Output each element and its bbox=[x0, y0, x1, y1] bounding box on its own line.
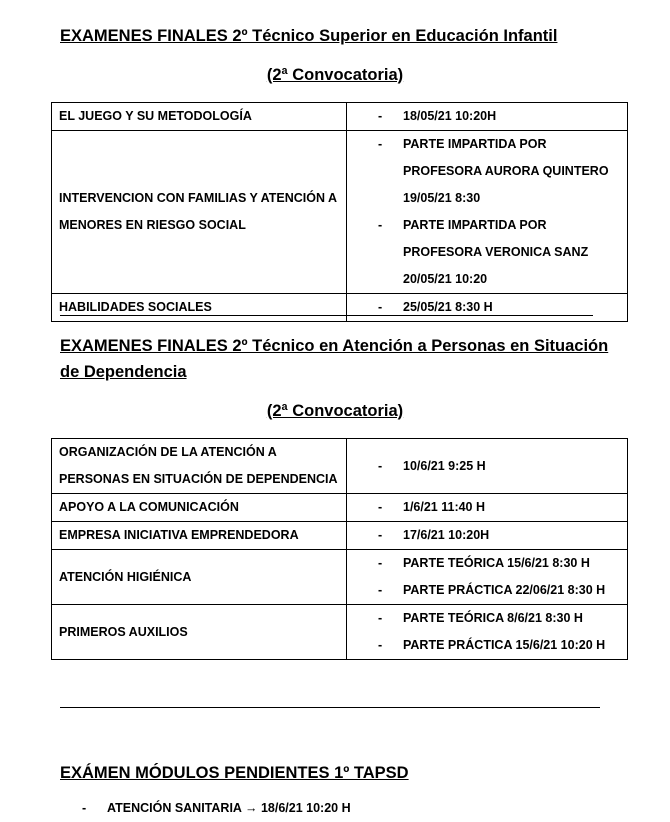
exam-date-entry: - 17/6/21 10:20H bbox=[347, 522, 627, 549]
pending-module-item bbox=[82, 798, 351, 818]
dash-bullet: - bbox=[378, 611, 383, 625]
exam-date-entry: - 10/6/21 9:25 H bbox=[347, 453, 627, 480]
table-row bbox=[52, 550, 628, 605]
dash-bullet: - bbox=[378, 556, 383, 570]
section1-subtitle: (2ª Convocatoria) bbox=[266, 66, 404, 84]
section1-table bbox=[51, 102, 628, 322]
exam-dates-cell bbox=[347, 103, 628, 131]
exam-date-entry: - PARTE PRÁCTICA 15/6/21 10:20 H bbox=[347, 632, 627, 659]
exam-date-entry: - 25/05/21 8:30 H bbox=[347, 294, 627, 321]
dash-bullet: - bbox=[378, 500, 383, 514]
exam-date-entry: - PARTE TEÓRICA 15/6/21 8:30 H bbox=[347, 550, 627, 577]
module-name: ORGANIZACIÓN DE LA ATENCIÓN A PERSONAS EN SITUACIÓN DE DEPENDENCIA bbox=[52, 439, 347, 494]
exam-dates-cell bbox=[347, 494, 628, 522]
dash-bullet: - bbox=[378, 109, 383, 123]
exam-dates-cell bbox=[347, 522, 628, 550]
section2-title: EXAMENES FINALES 2º Técnico en Atención a Personas en Situación de Dependencia bbox=[60, 337, 609, 381]
section2-table bbox=[51, 438, 628, 660]
module-name: APOYO A LA COMUNICACIÓN bbox=[52, 494, 347, 522]
exam-date-entry: - 1/6/21 11:40 H bbox=[347, 494, 627, 521]
table-row bbox=[52, 522, 628, 550]
module-name: HABILIDADES SOCIALES bbox=[52, 294, 347, 322]
exam-date-entry: - 18/05/21 10:20H bbox=[347, 103, 627, 130]
section1-title: EXAMENES FINALES 2º Técnico Superior en Educación Infantil bbox=[60, 27, 558, 45]
dash-bullet: - bbox=[378, 300, 383, 314]
module-name: ATENCIÓN HIGIÉNICA bbox=[52, 550, 347, 605]
dash-bullet: - bbox=[378, 638, 383, 652]
table-row bbox=[52, 439, 628, 494]
table-row bbox=[52, 294, 628, 322]
module-name: EL JUEGO Y SU METODOLOGÍA bbox=[52, 103, 347, 131]
exam-date-entry: - PARTE IMPARTIDA POR PROFESORA VERONICA SANZ 20/05/21 10:20 bbox=[347, 212, 627, 293]
module-name: INTERVENCION CON FAMILIAS Y ATENCIÓN A MENORES EN RIESGO SOCIAL bbox=[52, 131, 347, 294]
exam-date: 18/6/21 10:20 H bbox=[260, 801, 351, 815]
exam-date-entry: - PARTE IMPARTIDA POR PROFESORA AURORA QUINTERO 19/05/21 8:30 bbox=[347, 131, 627, 212]
exam-dates-cell bbox=[347, 439, 628, 494]
exam-dates-cell bbox=[347, 294, 628, 322]
table-row bbox=[52, 131, 628, 294]
exam-dates-cell bbox=[347, 550, 628, 605]
exam-date-entry: - PARTE PRÁCTICA 22/06/21 8:30 H bbox=[347, 577, 627, 604]
module-name: PRIMEROS AUXILIOS bbox=[52, 605, 347, 660]
exam-date-entry: - PARTE TEÓRICA 8/6/21 8:30 H bbox=[347, 605, 627, 632]
exam-dates-cell bbox=[347, 605, 628, 660]
divider bbox=[60, 315, 593, 316]
arrow-right-icon: → bbox=[244, 801, 258, 815]
dash-bullet: - bbox=[378, 528, 383, 542]
table-row bbox=[52, 605, 628, 660]
divider bbox=[60, 707, 600, 708]
dash-bullet: - bbox=[82, 801, 87, 815]
table-row bbox=[52, 494, 628, 522]
table-row bbox=[52, 103, 628, 131]
module-name: ATENCIÓN SANITARIA bbox=[107, 801, 242, 815]
dash-bullet: - bbox=[378, 458, 383, 473]
dash-bullet: - bbox=[378, 218, 383, 232]
section3-title: EXÁMEN MÓDULOS PENDIENTES 1º TAPSD bbox=[60, 764, 409, 782]
exam-dates-cell bbox=[347, 131, 628, 294]
module-name: EMPRESA INICIATIVA EMPRENDEDORA bbox=[52, 522, 347, 550]
dash-bullet: - bbox=[378, 137, 383, 151]
section2-subtitle: (2ª Convocatoria) bbox=[266, 402, 404, 420]
dash-bullet: - bbox=[378, 583, 383, 597]
